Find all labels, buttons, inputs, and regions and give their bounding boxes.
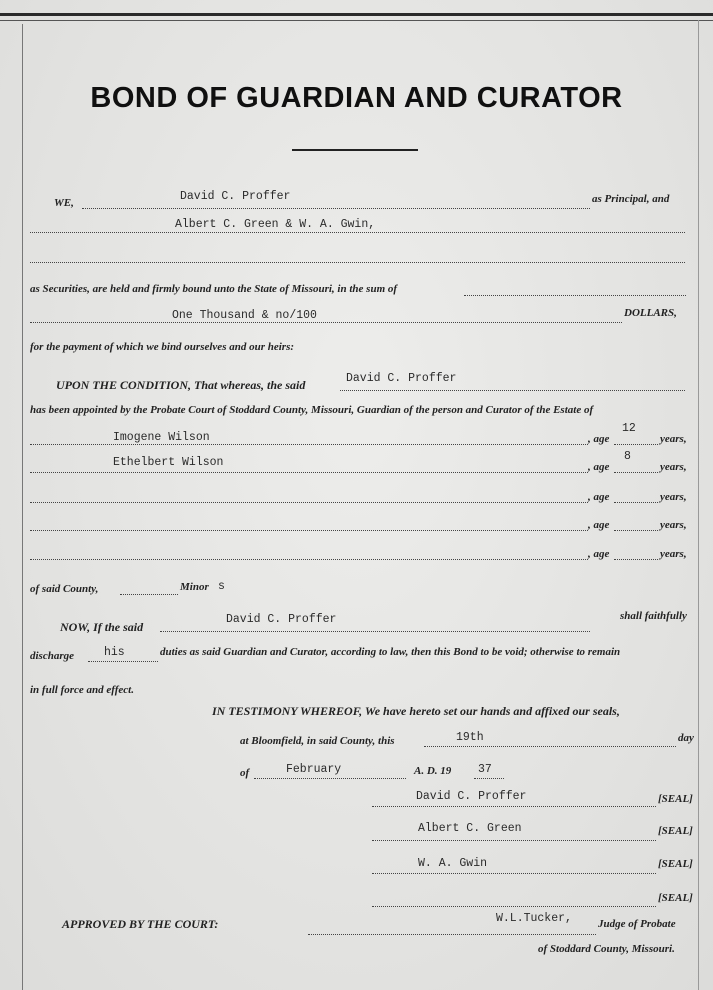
- label-shall-faithfully: shall faithfully: [620, 610, 687, 622]
- securities-line-2: [30, 262, 685, 263]
- label-we: WE,: [54, 197, 74, 209]
- signature-line-3: [372, 873, 656, 874]
- label-as-principal: as Principal, and: [592, 193, 670, 205]
- label-at-bloomfield: at Bloomfield, in said County, this: [240, 735, 395, 747]
- signature-line-1: [372, 806, 656, 807]
- signature-3[interactable]: W. A. Gwin: [418, 857, 488, 870]
- label-upon-condition: UPON THE CONDITION, That whereas, the said: [56, 378, 306, 392]
- label-age-1: , age: [588, 433, 610, 445]
- seal-2: [SEAL]: [658, 825, 693, 837]
- minors-suffix[interactable]: s: [218, 580, 225, 593]
- label-years-3: years,: [660, 491, 687, 503]
- securities-line: [30, 232, 685, 233]
- minor-age-2[interactable]: 8: [624, 450, 631, 463]
- principal-line: [82, 208, 590, 209]
- label-of: of: [240, 767, 250, 779]
- seal-3: [SEAL]: [658, 858, 693, 870]
- testimony-day[interactable]: 19th: [456, 731, 484, 744]
- minor-name-2[interactable]: Ethelbert Wilson: [113, 456, 224, 469]
- label-discharge: discharge: [30, 650, 74, 662]
- label-as-securities: as Securities, are held and firmly bound unto the State of Missouri, in the sum of: [30, 283, 398, 295]
- judge-line: [308, 934, 596, 935]
- seal-1: [SEAL]: [658, 793, 693, 805]
- age-line-3: [614, 502, 658, 503]
- label-for-payment: for the payment of which we bind ourselves and our heirs:: [30, 341, 295, 353]
- minor-line-3: [30, 502, 588, 503]
- label-testimony: IN TESTIMONY WHEREOF, We have hereto set our hands and affixed our seals,: [212, 704, 620, 718]
- label-in-full-force: in full force and effect.: [30, 684, 134, 696]
- top-border-rule-thin: [0, 20, 713, 21]
- principal-name[interactable]: David C. Proffer: [180, 190, 291, 203]
- day-line: [424, 746, 676, 747]
- label-years-4: years,: [660, 519, 687, 531]
- judge-name[interactable]: W.L.Tucker,: [496, 912, 572, 925]
- now-said-person[interactable]: David C. Proffer: [226, 613, 337, 626]
- label-duties: duties as said Guardian and Curator, according to law, then this Bond to be void; otherwise to remain: [160, 646, 621, 658]
- signature-1[interactable]: David C. Proffer: [416, 790, 527, 803]
- label-appointed: has been appointed by the Probate Court of Stoddard County, Missouri, Guardian of the person and Curator of the Estate of: [30, 404, 594, 416]
- securities-names[interactable]: Albert C. Green & W. A. Gwin,: [175, 218, 376, 231]
- label-now-if: NOW, If the said: [60, 620, 144, 634]
- label-of-stoddard: of Stoddard County, Missouri.: [538, 943, 675, 955]
- month-line: [254, 778, 406, 779]
- label-years-2: years,: [660, 461, 687, 473]
- minor-line-5: [30, 559, 588, 560]
- signature-line-4: [372, 906, 656, 907]
- seal-4: [SEAL]: [658, 892, 693, 904]
- label-dollars: DOLLARS,: [624, 307, 677, 319]
- label-age-3: , age: [588, 491, 610, 503]
- label-years-1: years,: [660, 433, 687, 445]
- label-age-5: , age: [588, 548, 610, 560]
- label-day: day: [678, 732, 694, 744]
- label-ad: A. D. 19: [414, 765, 452, 777]
- minor-name-1[interactable]: Imogene Wilson: [113, 431, 210, 444]
- minor-line-2: [30, 472, 588, 473]
- signature-line-2: [372, 840, 656, 841]
- document-title: BOND OF GUARDIAN AND CURATOR: [90, 82, 623, 114]
- pronoun-line: [88, 661, 158, 662]
- discharge-pronoun[interactable]: his: [104, 646, 125, 659]
- age-line-5: [614, 559, 658, 560]
- left-margin-line: [22, 24, 23, 990]
- sum-amount[interactable]: One Thousand & no/100: [172, 309, 317, 322]
- minor-line-1: [30, 444, 588, 445]
- condition-person[interactable]: David C. Proffer: [346, 372, 457, 385]
- sum-line-1: [464, 295, 686, 296]
- age-line-2: [614, 472, 658, 473]
- year-line: [474, 778, 504, 779]
- label-age-4: , age: [588, 519, 610, 531]
- condition-line: [340, 390, 685, 391]
- testimony-year[interactable]: 37: [478, 763, 492, 776]
- label-judge: Judge of Probate: [598, 918, 676, 930]
- sum-line: [30, 322, 622, 323]
- label-of-said-county: of said County,: [30, 583, 99, 595]
- signature-2[interactable]: Albert C. Green: [418, 822, 522, 835]
- label-approved: APPROVED BY THE COURT:: [62, 917, 219, 931]
- right-margin-line: [698, 20, 699, 990]
- testimony-month[interactable]: February: [286, 763, 342, 776]
- label-years-5: years,: [660, 548, 687, 560]
- now-said-line: [160, 631, 590, 632]
- label-minors: Minor: [180, 581, 209, 593]
- minor-age-1[interactable]: 12: [622, 422, 636, 435]
- label-age-2: , age: [588, 461, 610, 473]
- age-line-1: [614, 444, 658, 445]
- county-line: [120, 594, 178, 595]
- minor-line-4: [30, 530, 588, 531]
- age-line-4: [614, 530, 658, 531]
- title-underline: [292, 149, 418, 151]
- top-border-rule: [0, 13, 713, 16]
